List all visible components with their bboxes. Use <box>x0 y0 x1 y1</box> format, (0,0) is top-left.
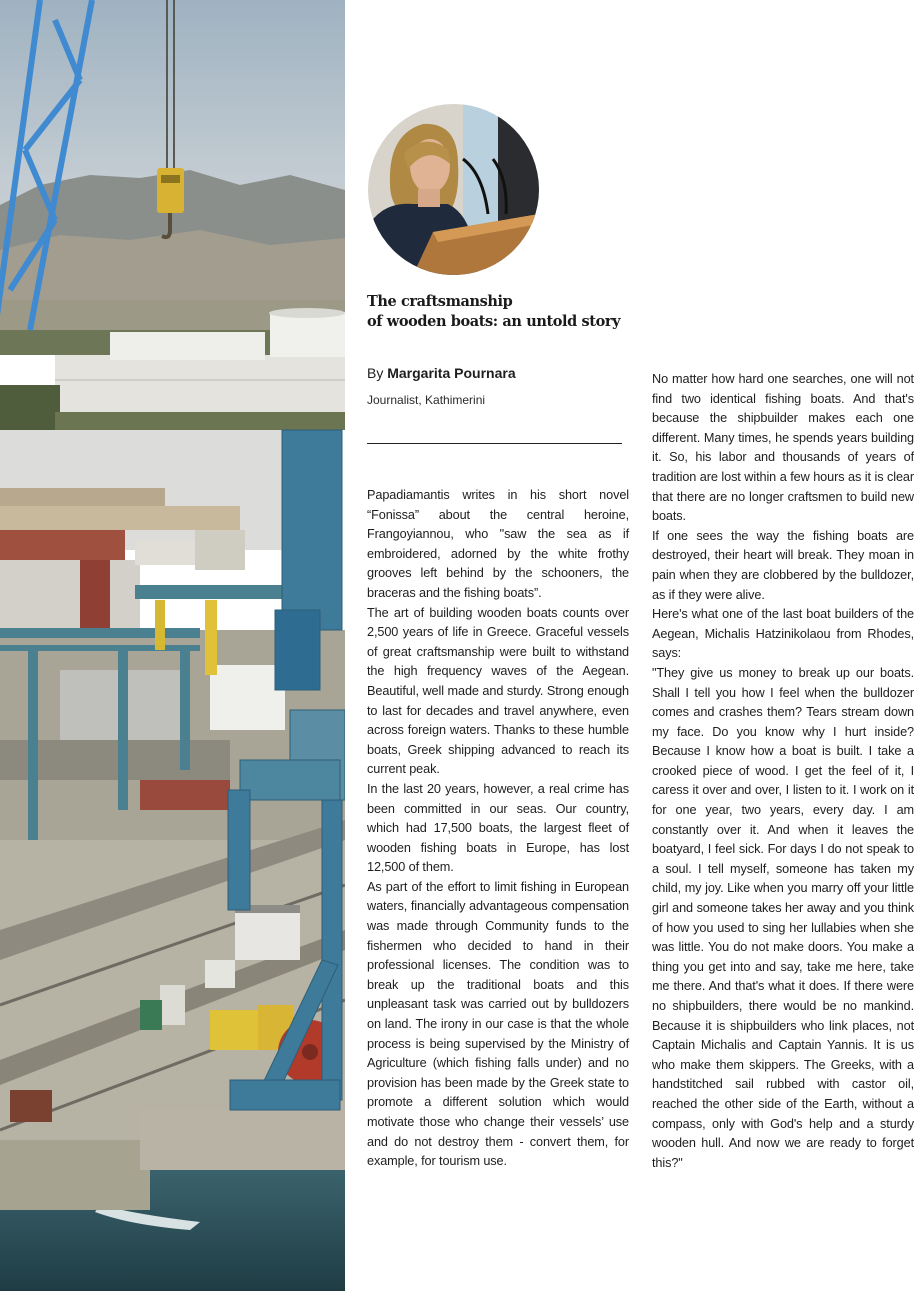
paragraph: The art of building wooden boats counts over 2,500 years of life in Greece. Graceful vessels of great craftsmanship were built to withstand the high frequency waves of the Aegean. Beautiful, well made and sturdy. Strong enough to last for decades and travel anywhere, even across foreign waters. Thanks to these humble boats, Greek shipping advanced to reach its current peak. <box>367 605 629 777</box>
quote-paragraph: "They give us money to break up our boats. Shall I tell you how I feel when the bulldozer comes and crashes them? Tears stream down my face. Do you know why I hurt inside? Because I know how a boat is built. I take a crooked piece of wood. I get the feel of it, I caress it over and over, I listen to it. I work on it for one year, two years, every day. I am constantly over it. And when it leaves the boatyard, I feel sick. For days I do not speak to a soul. I tell myself, someone has taken my child, my joy. Like when you marry off your little girl and someone takes her away and you think of how you used to sing her lullabies when she was little. You do not make doors. You make a thing you get into and say, take me here, take me there. And that's what it does. If there were no shipbuilders, there would be no mankind. Because it is shipbuilders who link places, not Captain Michalis and Captain Yannis. It is us who make them skippers. The Greeks, with a handstitched sail rubbed with castor oil, reached the other side of the Earth, without a compass, only with God's help and a sturdy wooden hull. And now we are ready to forget this?" <box>652 665 914 1170</box>
byline-prefix: By <box>367 365 384 381</box>
title-line-2: of wooden boats: an untold story <box>367 313 621 330</box>
paragraph: If one sees the way the fishing boats are destroyed, their heart will break. They moan in pain when they are clobbered by the bulldozer, as if they were alive. <box>652 528 914 602</box>
article-title <box>367 292 647 332</box>
body-column-1 <box>367 486 629 1172</box>
body-column-2 <box>652 370 914 1173</box>
byline <box>367 363 516 383</box>
divider <box>367 443 622 444</box>
paragraph: Papadiamantis writes in his short novel “Fonissa” about the central heroine, Frangoyiannou, who "saw the sea as if embroidered, adorned by the white frothy grooves left behind by the schooners, the braceras and the fishing boats”. <box>367 488 629 600</box>
shipyard-photo <box>0 0 345 1291</box>
author-portrait <box>368 104 539 275</box>
author-name: Margarita Pournara <box>387 365 516 381</box>
author-role: Journalist, Kathimerini <box>367 393 486 407</box>
paragraph: Here's what one of the last boat builders of the Aegean, Michalis Hatzinikolaou from Rhodes, says: <box>652 607 914 661</box>
title-line-1: The craftsmanship <box>367 293 513 310</box>
paragraph: As part of the effort to limit fishing in European waters, financially advantageous compensation was made through Community funds to the fishermen who decided to hand in their professional licenses. The condition was to break up the traditional boats and this unpleasant task was carried out by bulldozers on land. The irony in our case is that the whole process is being supervised by the Ministry of Agriculture (which fishing falls under) and no provision has been made by the Greek state to promote a different solution which would motivate those who change their vessels’ use and do not destroy them - convert them, for example, for tourism use. <box>367 879 629 1169</box>
paragraph: In the last 20 years, however, a real crime has been committed in our seas. Our country, which had 17,500 boats, the largest fleet of wooden fishing boats in Europe, has lost 12,500 of them. <box>367 781 629 875</box>
paragraph: No matter how hard one searches, one will not find two identical fishing boats. And that's because the shipbuilder makes each one different. Many times, he spends years building it. So, his labor and thousands of years of tradition are lost within a few hours as it is clear that there are no longer craftsmen to build new boats. <box>652 372 914 524</box>
